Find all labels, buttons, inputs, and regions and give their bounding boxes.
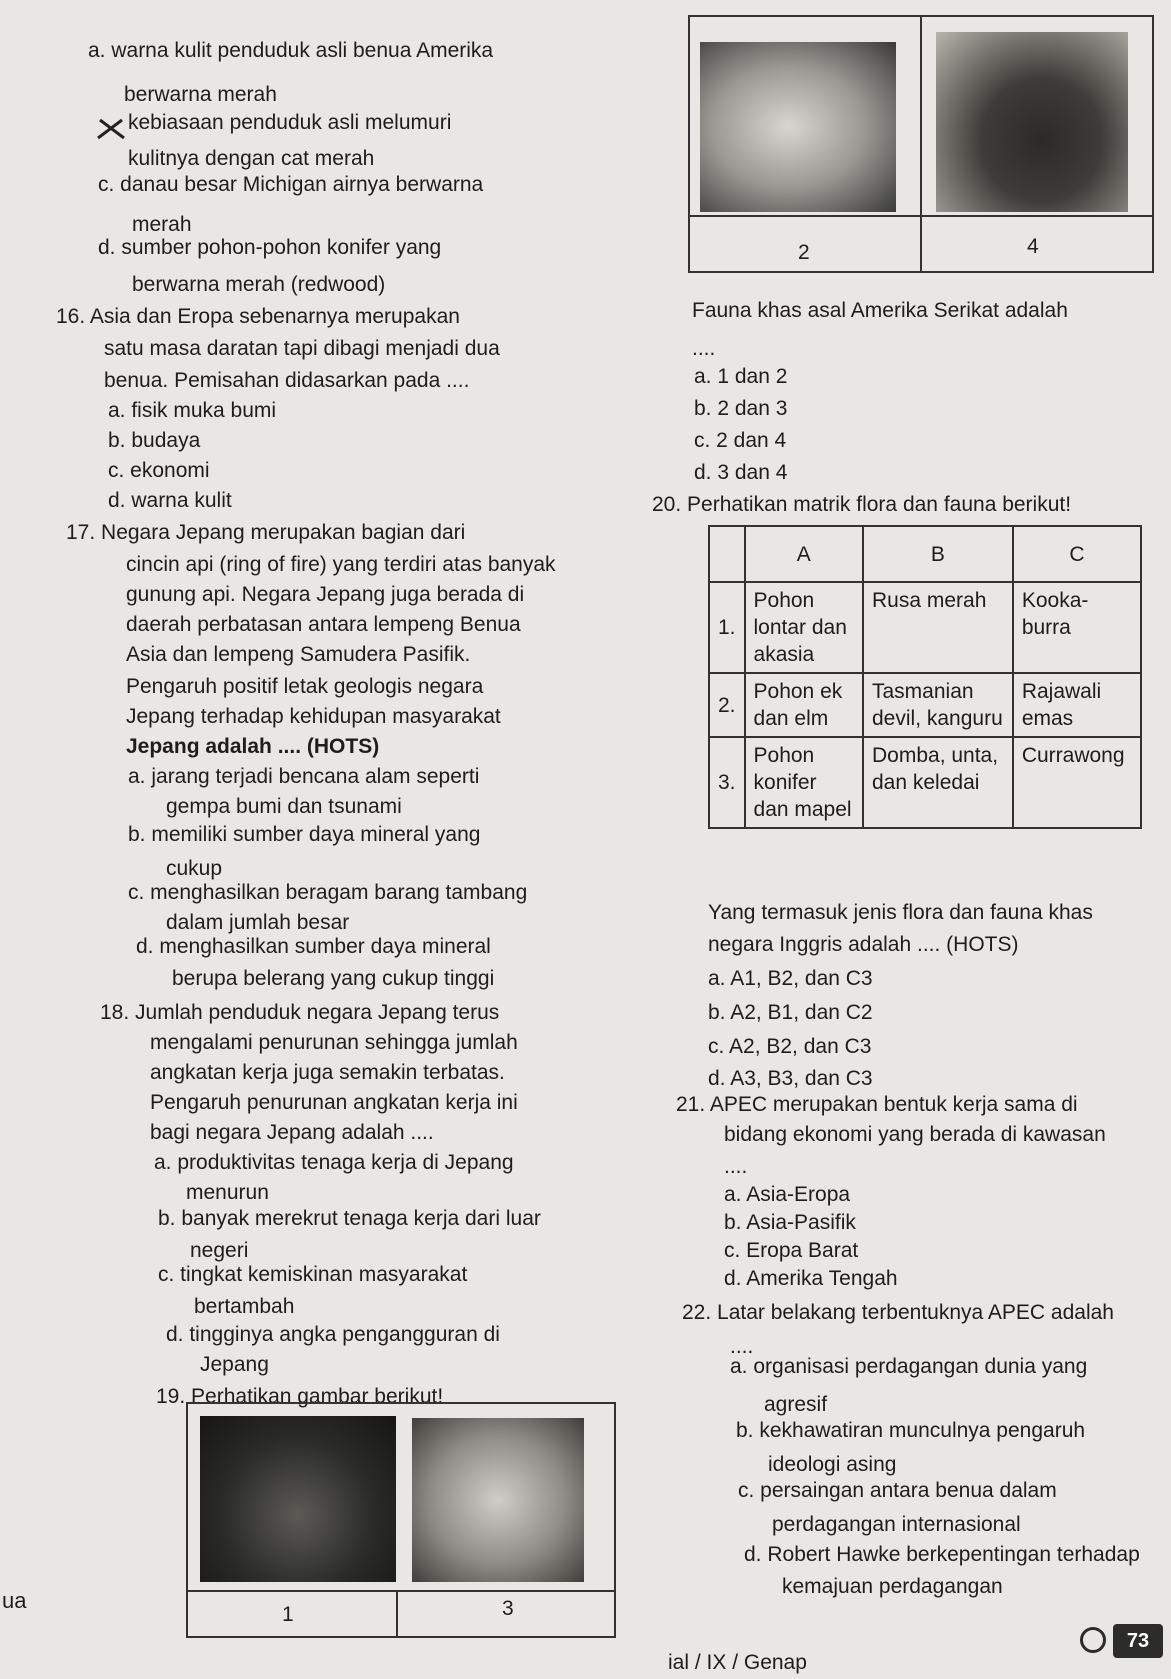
q15-image-label-2: 2 bbox=[798, 241, 810, 264]
matrix-header-a: A bbox=[745, 526, 863, 582]
q15-option-a-line1: a. warna kulit penduduk asli benua Amerika bbox=[88, 39, 494, 62]
q15-choice-b: b. 2 dan 3 bbox=[694, 397, 788, 420]
matrix-corner-cell bbox=[709, 526, 745, 582]
matrix-row bbox=[709, 737, 1141, 828]
matrix-cell: Pohon lontar dan akasia bbox=[745, 582, 863, 673]
q22-option-a-line2: agresif bbox=[764, 1393, 828, 1416]
q15-option-d-line2: berwarna merah (redwood) bbox=[132, 273, 386, 296]
matrix-row bbox=[709, 582, 1141, 673]
q21-line1: 21. APEC merupakan bentuk kerja sama di bbox=[676, 1093, 1078, 1116]
matrix-cell: Rajawali emas bbox=[1013, 673, 1141, 737]
q15-option-a-line2: berwarna merah bbox=[124, 83, 277, 106]
q22-option-b-line2: ideologi asing bbox=[768, 1453, 897, 1476]
q18-option-c-line1: c. tingkat kemiskinan masyarakat bbox=[158, 1263, 468, 1286]
matrix-cell: Tasmanian devil, kanguru bbox=[863, 673, 1013, 737]
q22-option-b-line1: b. kekhawatiran munculnya pengaruh bbox=[736, 1419, 1086, 1442]
q20-option-a: a. A1, B2, dan C3 bbox=[708, 967, 873, 990]
q16-option-a: a. fisik muka bumi bbox=[108, 399, 277, 422]
q16-line2: satu masa daratan tapi dibagi menjadi dua bbox=[104, 337, 500, 360]
q17-line4: daerah perbatasan antara lempeng Benua bbox=[126, 613, 521, 636]
q16-option-d: d. warna kulit bbox=[108, 489, 232, 512]
q21-line2: bidang ekonomi yang berada di kawasan bbox=[724, 1123, 1106, 1146]
q17-line3: gunung api. Negara Jepang juga berada di bbox=[126, 583, 525, 606]
q19-image-label-3: 3 bbox=[502, 1597, 514, 1620]
footer-label: ial / IX / Genap bbox=[668, 1651, 807, 1674]
matrix-cell: Currawong bbox=[1013, 737, 1141, 828]
q15-choice-d: d. 3 dan 4 bbox=[694, 461, 788, 484]
matrix-row-number: 2. bbox=[709, 673, 745, 737]
q21-option-a: a. Asia-Eropa bbox=[724, 1183, 851, 1206]
q22-option-c-line2: perdagangan internasional bbox=[772, 1513, 1021, 1536]
page-badge-icon bbox=[1080, 1627, 1106, 1653]
q22-option-d-line1: d. Robert Hawke berkepentingan terhadap bbox=[744, 1543, 1140, 1566]
q21-line3: .... bbox=[724, 1155, 748, 1178]
q15-image-label-4: 4 bbox=[1027, 235, 1039, 258]
q17-option-a-line2: gempa bumi dan tsunami bbox=[166, 795, 402, 818]
q15-option-c-line1: c. danau besar Michigan airnya berwarna bbox=[98, 173, 484, 196]
tasmanian-devil-photo bbox=[200, 1416, 396, 1582]
q22-option-a-line1: a. organisasi perdagangan dunia yang bbox=[730, 1355, 1088, 1378]
q19-image-divider bbox=[186, 1590, 616, 1592]
q18-option-d-line2: Jepang bbox=[200, 1353, 269, 1376]
q18-line1: 18. Jumlah penduduk negara Jepang terus bbox=[100, 1001, 500, 1024]
matrix-cell: Kooka-burra bbox=[1013, 582, 1141, 673]
q21-option-c: c. Eropa Barat bbox=[724, 1239, 859, 1262]
matrix-cell: Domba, unta, dan keledai bbox=[863, 737, 1013, 828]
flora-fauna-matrix bbox=[708, 525, 1142, 829]
matrix-row-number: 1. bbox=[709, 582, 745, 673]
q15-option-d-line1: d. sumber pohon-pohon konifer yang bbox=[98, 236, 442, 259]
q22-option-c-line1: c. persaingan antara benua dalam bbox=[738, 1479, 1057, 1502]
q18-line2: mengalami penurunan sehingga jumlah bbox=[150, 1031, 518, 1054]
q15-option-b-line2: kulitnya dengan cat merah bbox=[128, 147, 375, 170]
q15-option-b-line1: kebiasaan penduduk asli melumuri bbox=[128, 111, 452, 134]
q20-question-line1: Yang termasuk jenis flora dan fauna khas bbox=[708, 901, 1093, 924]
q17-option-c-line2: dalam jumlah besar bbox=[166, 911, 350, 934]
q16-line3: benua. Pemisahan didasarkan pada .... bbox=[104, 369, 470, 392]
q21-option-d: d. Amerika Tengah bbox=[724, 1267, 898, 1290]
matrix-cell: Pohon ek dan elm bbox=[745, 673, 863, 737]
q22-line2: .... bbox=[730, 1335, 754, 1358]
gazelle-photo bbox=[412, 1418, 584, 1582]
q15-image-vdivider bbox=[920, 15, 922, 273]
q18-line5: bagi negara Jepang adalah .... bbox=[150, 1121, 434, 1144]
q22-line1: 22. Latar belakang terbentuknya APEC adalah bbox=[682, 1301, 1114, 1324]
q19-prompt: 19. Perhatikan gambar berikut! bbox=[156, 1385, 444, 1408]
q17-line2: cincin api (ring of fire) yang terdiri atas banyak bbox=[126, 553, 556, 576]
q22-option-d-line2: kemajuan perdagangan bbox=[782, 1575, 1003, 1598]
q20-option-b: b. A2, B1, dan C2 bbox=[708, 1001, 873, 1024]
q18-line4: Pengaruh penurunan angkatan kerja ini bbox=[150, 1091, 518, 1114]
q20-option-d: d. A3, B3, dan C3 bbox=[708, 1067, 873, 1090]
q18-option-a-line1: a. produktivitas tenaga kerja di Jepang bbox=[154, 1151, 514, 1174]
q18-option-b-line2: negeri bbox=[190, 1239, 249, 1262]
q17-line7: Jepang terhadap kehidupan masyarakat bbox=[126, 705, 501, 728]
matrix-cell: Pohon konifer dan mapel bbox=[745, 737, 863, 828]
q16-line1: 16. Asia dan Eropa sebenarnya merupakan bbox=[56, 305, 460, 328]
matrix-header-c: C bbox=[1013, 526, 1141, 582]
q20-question-line2: negara Inggris adalah .... (HOTS) bbox=[708, 933, 1019, 956]
q17-option-d-line2: berupa belerang yang cukup tinggi bbox=[172, 967, 495, 990]
matrix-row bbox=[709, 673, 1141, 737]
q16-option-c: c. ekonomi bbox=[108, 459, 210, 482]
q20-option-c: c. A2, B2, dan C3 bbox=[708, 1035, 872, 1058]
q18-option-d-line1: d. tingginya angka pengangguran di bbox=[166, 1323, 500, 1346]
q16-option-b: b. budaya bbox=[108, 429, 201, 452]
margin-fragment: ua bbox=[2, 1588, 27, 1613]
q17-line1: 17. Negara Jepang merupakan bagian dari bbox=[66, 521, 466, 544]
page-number: 73 bbox=[1113, 1624, 1163, 1658]
q18-option-c-line2: bertambah bbox=[194, 1295, 295, 1318]
q17-option-a-line1: a. jarang terjadi bencana alam seperti bbox=[128, 765, 480, 788]
matrix-header-row bbox=[709, 526, 1141, 582]
q17-option-d-line1: d. menghasilkan sumber daya mineral bbox=[136, 935, 491, 958]
q15-stem-line2: .... bbox=[692, 337, 716, 360]
q19-image-label-1: 1 bbox=[282, 1603, 294, 1626]
q17-line5: Asia dan lempeng Samudera Pasifik. bbox=[126, 643, 471, 666]
q15-choice-a: a. 1 dan 2 bbox=[694, 365, 788, 388]
matrix-row-number: 3. bbox=[709, 737, 745, 828]
q15-choice-c: c. 2 dan 4 bbox=[694, 429, 787, 452]
q17-option-b-line1: b. memiliki sumber daya mineral yang bbox=[128, 823, 481, 846]
q20-prompt: 20. Perhatikan matrik flora dan fauna berikut! bbox=[652, 493, 1072, 516]
kangaroo-photo bbox=[700, 42, 896, 212]
cross-mark-icon bbox=[94, 116, 128, 142]
matrix-header-b: B bbox=[863, 526, 1013, 582]
q15-stem-line1: Fauna khas asal Amerika Serikat adalah bbox=[692, 299, 1068, 322]
q18-line3: angkatan kerja juga semakin terbatas. bbox=[150, 1061, 505, 1084]
q15-option-c-line2: merah bbox=[132, 213, 192, 236]
q21-option-b: b. Asia-Pasifik bbox=[724, 1211, 856, 1234]
bison-photo bbox=[936, 32, 1128, 212]
q17-option-b-line2: cukup bbox=[166, 857, 223, 880]
q18-option-b-line1: b. banyak merekrut tenaga kerja dari luar bbox=[158, 1207, 541, 1230]
matrix-cell: Rusa merah bbox=[863, 582, 1013, 673]
q18-option-a-line2: menurun bbox=[186, 1181, 269, 1204]
q17-line8: Jepang adalah .... (HOTS) bbox=[126, 735, 380, 758]
q19-image-vdivider bbox=[396, 1590, 398, 1638]
q17-line6: Pengaruh positif letak geologis negara bbox=[126, 675, 484, 698]
q17-option-c-line1: c. menghasilkan beragam barang tambang bbox=[128, 881, 528, 904]
